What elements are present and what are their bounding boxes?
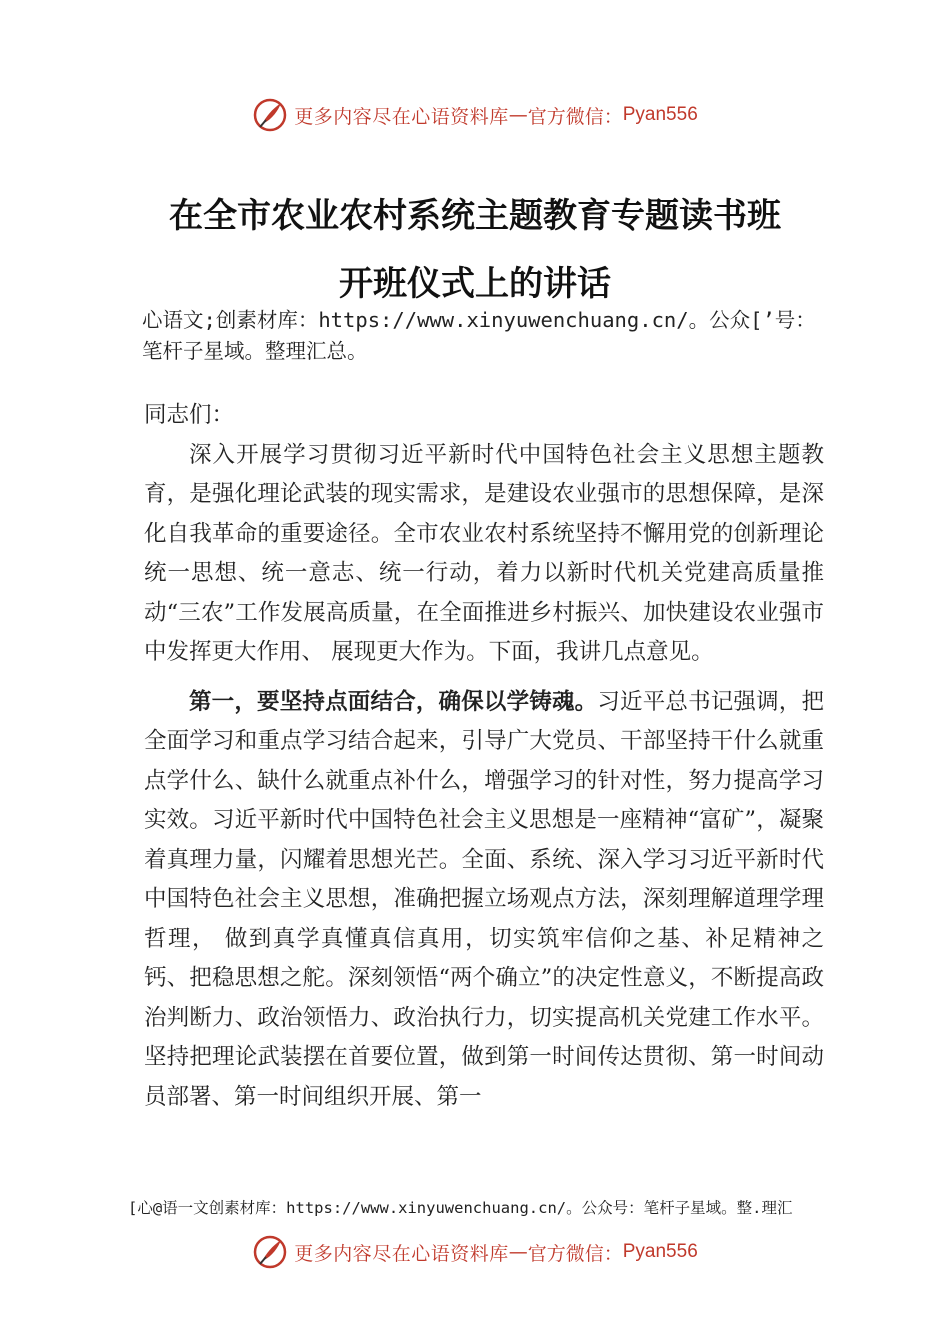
banner-dash: — (508, 1241, 528, 1263)
source-note: 心语文;创素材库：https://www.xinyuwenchuang.cn/。公众[’号：笔杆子星域。整理汇总。 (142, 308, 816, 363)
document-title-line2: 开班仪式上的讲话 (339, 264, 611, 304)
banner-wechat-label: 官方微信： (527, 105, 623, 128)
paragraph-2-text: 习近平总书记强调，把全面学习和重点学习结合起来，引导广大党员、干部坚持干什么就重点学什么、缺什么就重点补什么，增强学习的针对性，努力提高学习实效。习近平新时代中国特色社会主义思想是一座精神“富矿”，凝聚着真理力量，闪耀着思想光芒。全面、系统、深入学习习近平新时代中国特色社会主义思想，准确把握立场观点方法，深刻理解道理学理哲理， 做到真学真懂真信真用，切实筑牢信仰之基、补足精神之钙、把稳思想之舵。深刻领悟“两个确立”的决定性意义，不断提高政治判断力、政治领悟力、政治执行力，切实提高机关党建工作水平。坚持把理论武装摆在首要位置，做到第一时间传达贯彻、第一时间动员部署、第一时间组织开展、第一 (144, 688, 824, 1110)
quill-logo-icon (252, 1234, 288, 1270)
header-banner (0, 95, 950, 135)
banner-wechat-id: Pyan556 (622, 1241, 698, 1262)
footer-source-note: [心@语一文创素材库：https://www.xinyuwenchuang.cn/。公众号：笔杆子星域。整.理汇 (128, 1199, 793, 1217)
banner-wechat-id: Pyan556 (622, 104, 698, 125)
paragraph-2 (144, 683, 824, 1118)
banner-wechat-label: 官方微信： (527, 1242, 623, 1265)
document-body (144, 396, 824, 1117)
greeting: 同志们： (144, 402, 235, 428)
paragraph-1: 深入开展学习贯彻习近平新时代中国特色社会主义思想主题教育，是强化理论武装的现实需求，是建设农业强市的思想保障，是深化自我革命的重要途径。全市农业农村系统坚持不懈用党的创新理论统一思想、统一意志、统一行动，着力以新时代机关党建高质量推动“三农”工作发展高质量，在全面推进乡村振兴、加快建设农业强市中发挥更大作用、 展现更大作为。下面，我讲几点意见。 (144, 441, 824, 665)
quill-logo-icon (252, 97, 288, 133)
section-heading: 第一，要坚持点面结合，确保以学铸魂。 (189, 688, 598, 715)
banner-dash: — (508, 104, 528, 126)
footer-banner (0, 1232, 950, 1272)
banner-main-text: 更多内容尽在心语资料库 (294, 105, 509, 128)
document-title-line1: 在全市农业农村系统主题教育专题读书班 (169, 196, 781, 236)
banner-main-text: 更多内容尽在心语资料库 (294, 1242, 509, 1265)
